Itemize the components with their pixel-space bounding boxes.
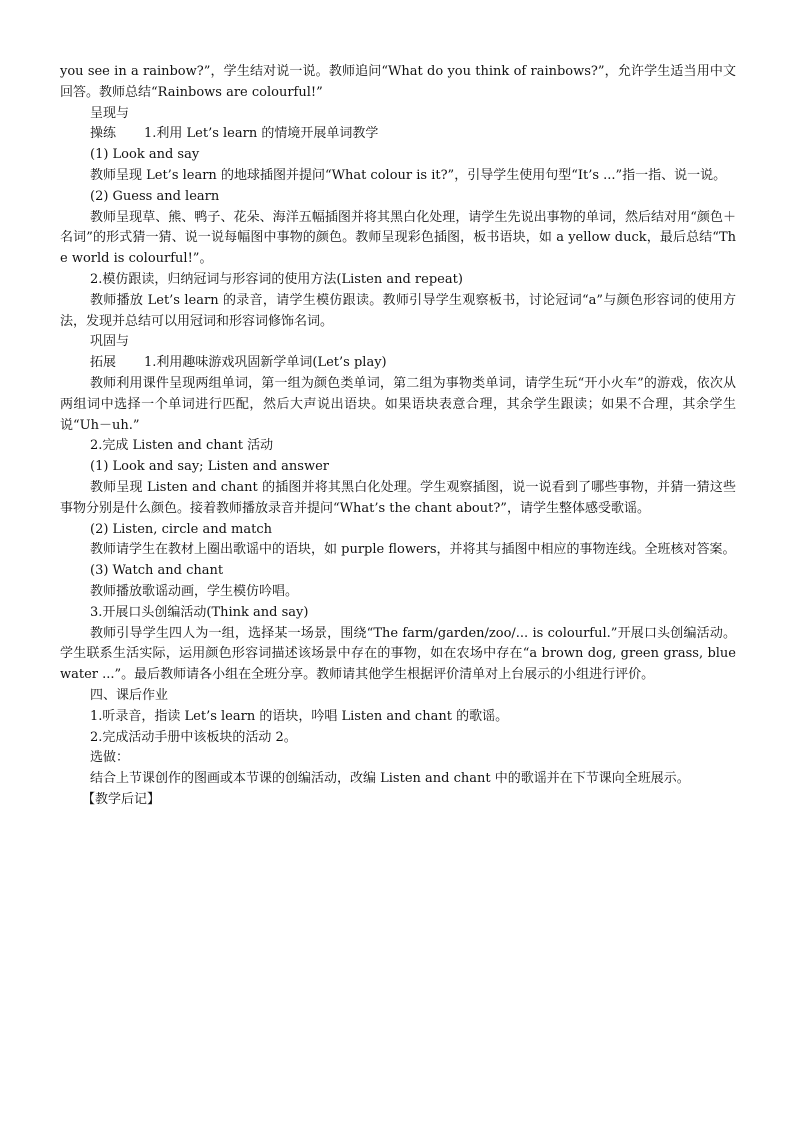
homework-item-2: 2.完成活动手册中该板块的活动 2。 [90, 729, 297, 745]
paragraph-circle-chunks: 教师请学生在教材上圈出歌谣中的语块，如 purple flowers，并将其与插图中相应的事物连线。全班核对答案。 [90, 542, 736, 558]
document-page [60, 62, 736, 811]
section-step-extend [60, 353, 736, 374]
paragraph-chant-illustration: 教师呈现 Listen and chant 的插图并将其黑白化处理。学生观察插图，说一说看到了哪些事物，并猜一猜这些事物分别是什么颜色。接着教师播放录音并提问“What’s the chant about?”，请学生整体感受歌谣。 [60, 479, 736, 516]
paragraph-chant-animation: 教师播放歌谣动画，学生模仿吟唱。 [90, 583, 299, 599]
step-title-repeat: 2.模仿跟读，归纳冠词与形容词的使用方法(Listen and repeat) [90, 271, 463, 287]
teaching-notes-heading: 【教学后记】 [82, 791, 161, 807]
paragraph-group-creation: 教师引导学生四人为一组，选择某一场景，围绕“The farm/garden/zoo/... is colourful.”开展口头创编活动。学生联系生活实际，运用颜色形容词描述该场景中存在的事物，如在农场中存在“a brown dog, green grass, blue water ...”。最后教师请各小组在全班分享。教师请其他学生根据评价清单对上台展示的小组进行评价。 [60, 625, 736, 683]
section-heading-homework: 四、课后作业 [90, 687, 169, 703]
section-step-practice [60, 124, 736, 145]
paragraph-rainbow-question: you see in a rainbow?”，学生结对说一说。教师追问“What do you think of rainbows?”，允许学生适当用中文回答。教师总结“Rainbows are colourful!” [60, 64, 736, 100]
subheading-guess-and-learn: (2) Guess and learn [90, 188, 220, 204]
section-heading-present: 呈现与 [90, 105, 130, 121]
section-label-practice: 操练 [90, 126, 117, 142]
paragraph-globe-question: 教师呈现 Let’s learn 的地球插图并提问“What colour is it?”，引导学生使用句型“It’s ...”指一指、说一说。 [90, 167, 727, 183]
subheading-listen-circle-match: (2) Listen, circle and match [90, 521, 273, 537]
homework-item-1: 1.听录音，指读 Let’s learn 的语块，吟唱 Listen and chant 的歌谣。 [90, 708, 509, 724]
homework-optional-label: 选做： [90, 750, 130, 766]
paragraph-train-game: 教师利用课件呈现两组单词，第一组为颜色类单词，第二组为事物类单词，请学生玩“开小火车”的游戏，依次从两组词中选择一个单词进行匹配，然后大声说出语块。如果语块表意合理，其余学生跟读；如果不合理，其余学生说“Uh－uh.” [60, 375, 736, 433]
paragraph-listen-repeat: 教师播放 Let’s learn 的录音，请学生模仿跟读。教师引导学生观察板书，讨论冠词“a”与颜色形容词的使用方法，发现并总结可以用冠词和形容词修饰名词。 [60, 292, 736, 329]
homework-optional-task: 结合上节课创作的图画或本节课的创编活动，改编 Listen and chant 中的歌谣并在下节课向全班展示。 [90, 771, 690, 787]
step-title-learn: 1.利用 Let’s learn 的情境开展单词教学 [144, 126, 379, 142]
step-title-play: 1.利用趣味游戏巩固新学单词(Let’s play) [144, 355, 387, 371]
subheading-look-listen: (1) Look and say; Listen and answer [90, 459, 329, 475]
subheading-watch-chant: (3) Watch and chant [90, 563, 224, 579]
section-label-extend: 拓展 [90, 355, 117, 371]
step-title-think-say: 3.开展口头创编活动(Think and say) [90, 604, 309, 620]
section-heading-consolidate: 巩固与 [90, 334, 130, 350]
paragraph-guess-colours: 教师呈现草、熊、鸭子、花朵、海洋五幅插图并将其黑白化处理，请学生先说出事物的单词，然后结对用“颜色＋名词”的形式猜一猜、说一说每幅图中事物的颜色。教师呈现彩色插图，板书语块，如 a yellow duck，最后总结“The world is colourful!”。 [60, 209, 736, 267]
step-title-chant: 2.完成 Listen and chant 活动 [90, 438, 274, 454]
subheading-look-and-say: (1) Look and say [90, 147, 200, 163]
